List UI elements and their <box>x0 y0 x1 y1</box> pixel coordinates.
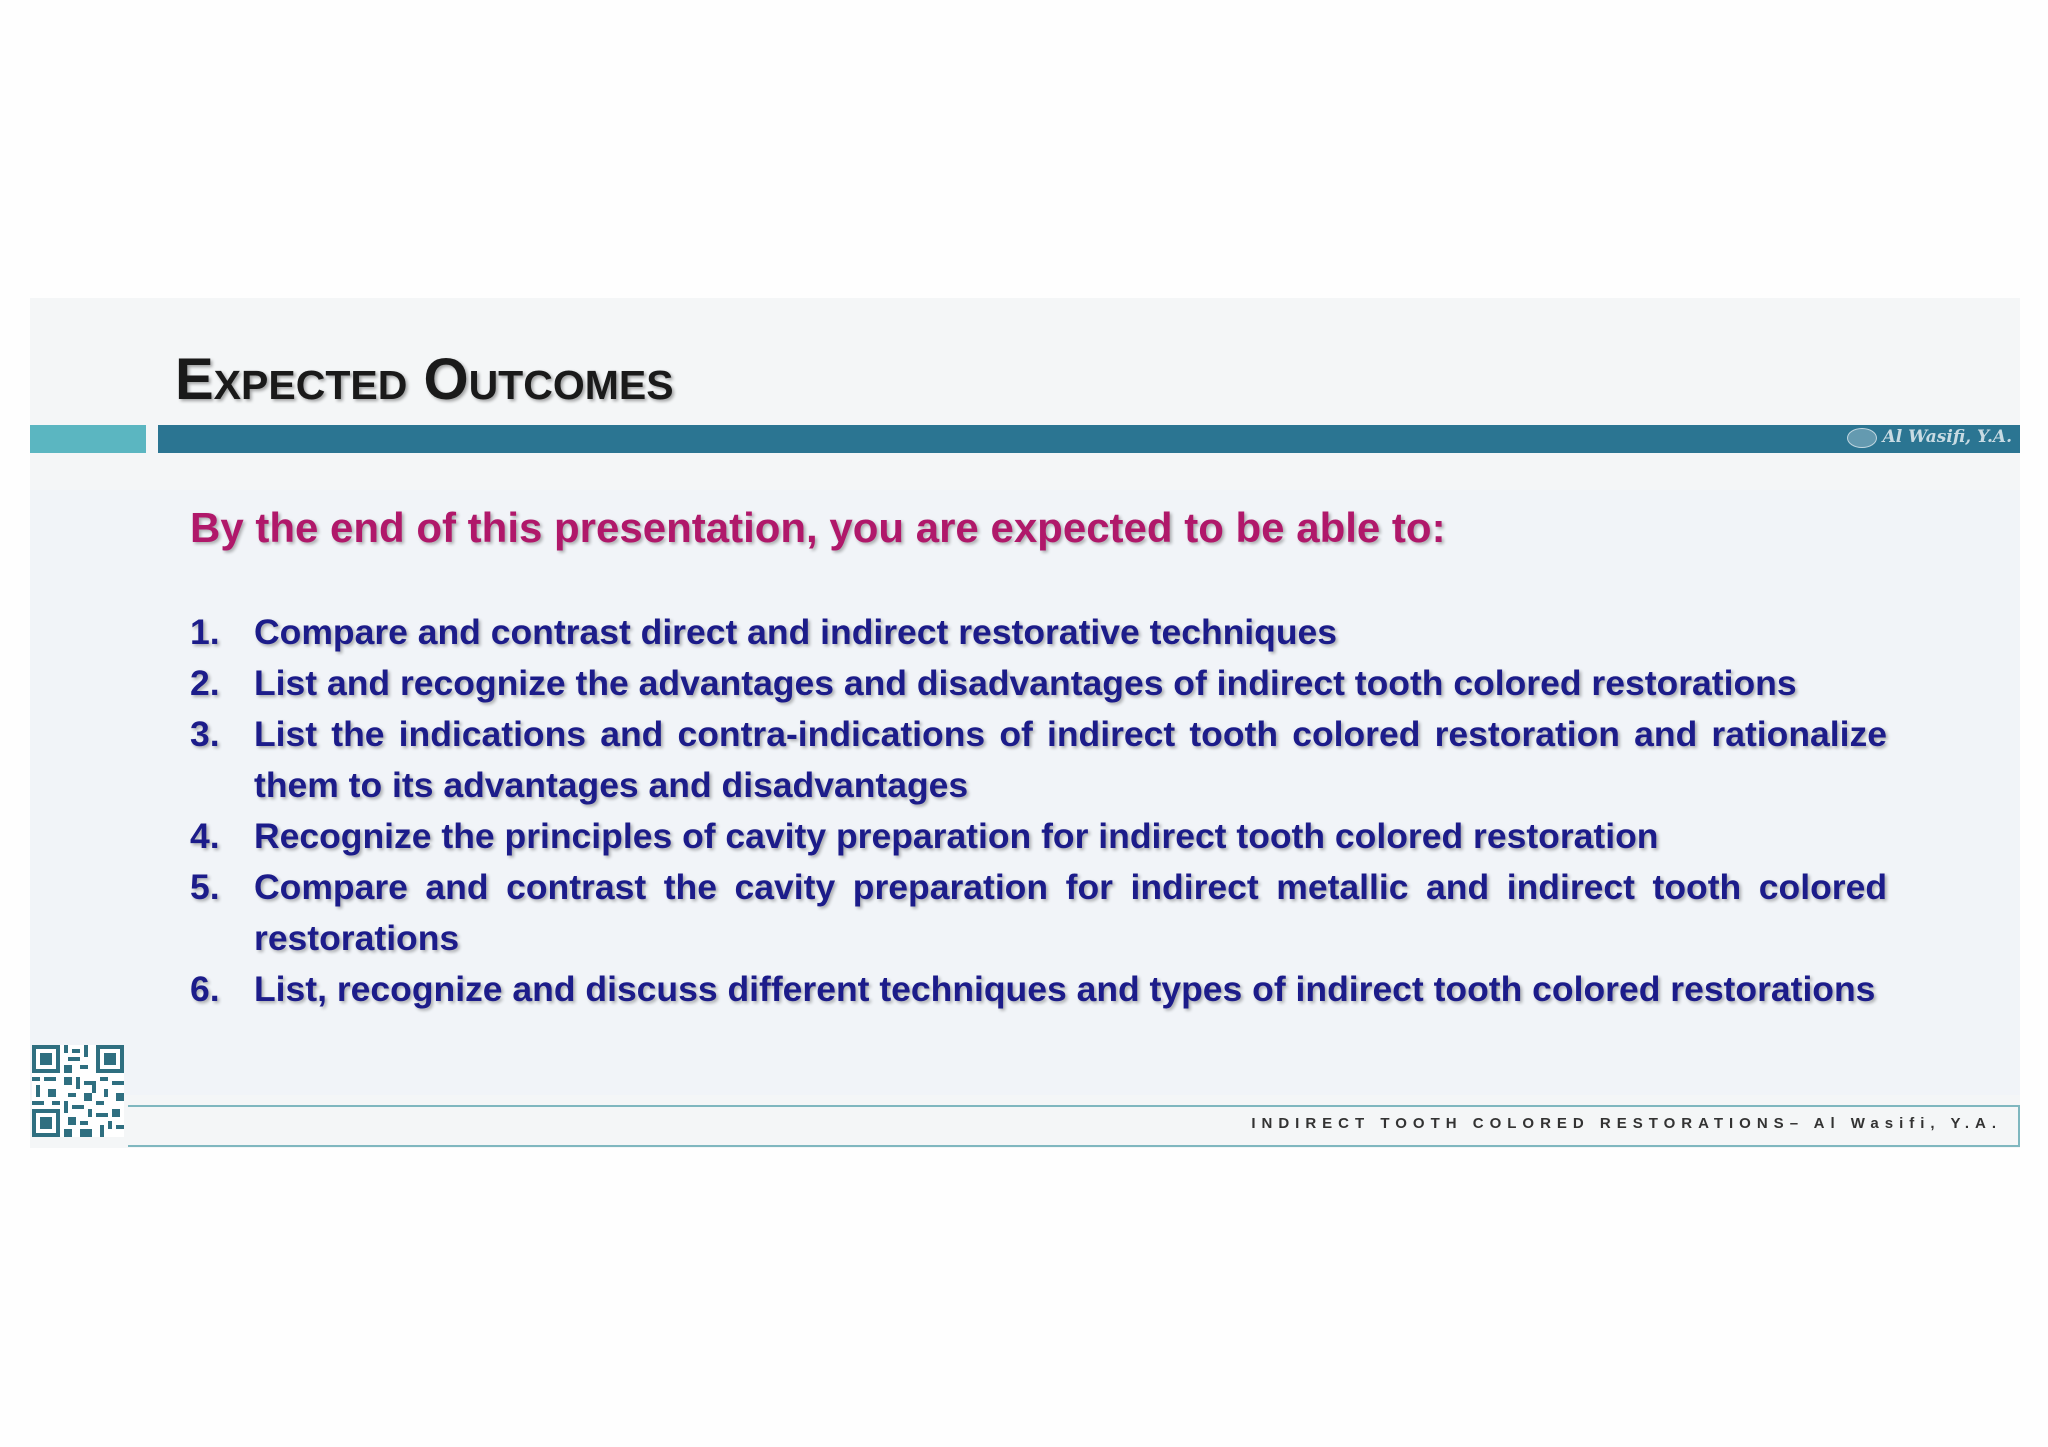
footer <box>128 1107 2020 1147</box>
watermark-logo-icon <box>1847 428 1877 448</box>
list-item <box>190 964 1887 1015</box>
outcomes-list <box>190 607 1887 1015</box>
title-accent-bar <box>30 425 146 453</box>
intro-text: By the end of this presentation, you are expected to be able to: <box>190 504 1446 551</box>
content-panel <box>30 490 2020 1095</box>
list-item <box>190 862 1887 964</box>
list-item-text: List and recognize the advantages and disadvantages of indirect tooth colored restorations <box>254 663 1797 703</box>
list-item-number: 5. <box>190 867 220 907</box>
author-watermark <box>1847 427 2012 448</box>
list-item <box>190 709 1887 811</box>
slide <box>30 298 2020 1148</box>
list-item-number: 6. <box>190 969 220 1009</box>
watermark-text: Al Wasifi, Y.A. <box>1882 427 2012 447</box>
list-item-text: List the indications and contra-indications of indirect tooth colored restoration and rationalize them to its advantages and disadvantages <box>254 714 1887 805</box>
footer-text: INDIRECT TOOTH COLORED RESTORATIONS– Al Wasifi, Y.A. <box>1251 1115 2002 1132</box>
list-item-text: Compare and contrast direct and indirect restorative techniques <box>254 612 1338 652</box>
title-underline-bar <box>158 425 2020 453</box>
list-item-number: 4. <box>190 816 220 856</box>
list-item-number: 2. <box>190 663 220 703</box>
list-item <box>190 811 1887 862</box>
list-item-text: Compare and contrast the cavity preparation for indirect metallic and indirect tooth colored restorations <box>254 867 1887 958</box>
slide-title: Expected Outcomes <box>175 347 674 412</box>
list-item <box>190 607 1887 658</box>
list-item-text: Recognize the principles of cavity preparation for indirect tooth colored restoration <box>254 816 1659 856</box>
list-item-number: 1. <box>190 612 220 652</box>
list-item-text: List, recognize and discuss different techniques and types of indirect tooth colored restorations <box>254 969 1876 1009</box>
qr-code-icon <box>32 1045 124 1137</box>
list-item <box>190 658 1887 709</box>
list-item-number: 3. <box>190 714 220 754</box>
